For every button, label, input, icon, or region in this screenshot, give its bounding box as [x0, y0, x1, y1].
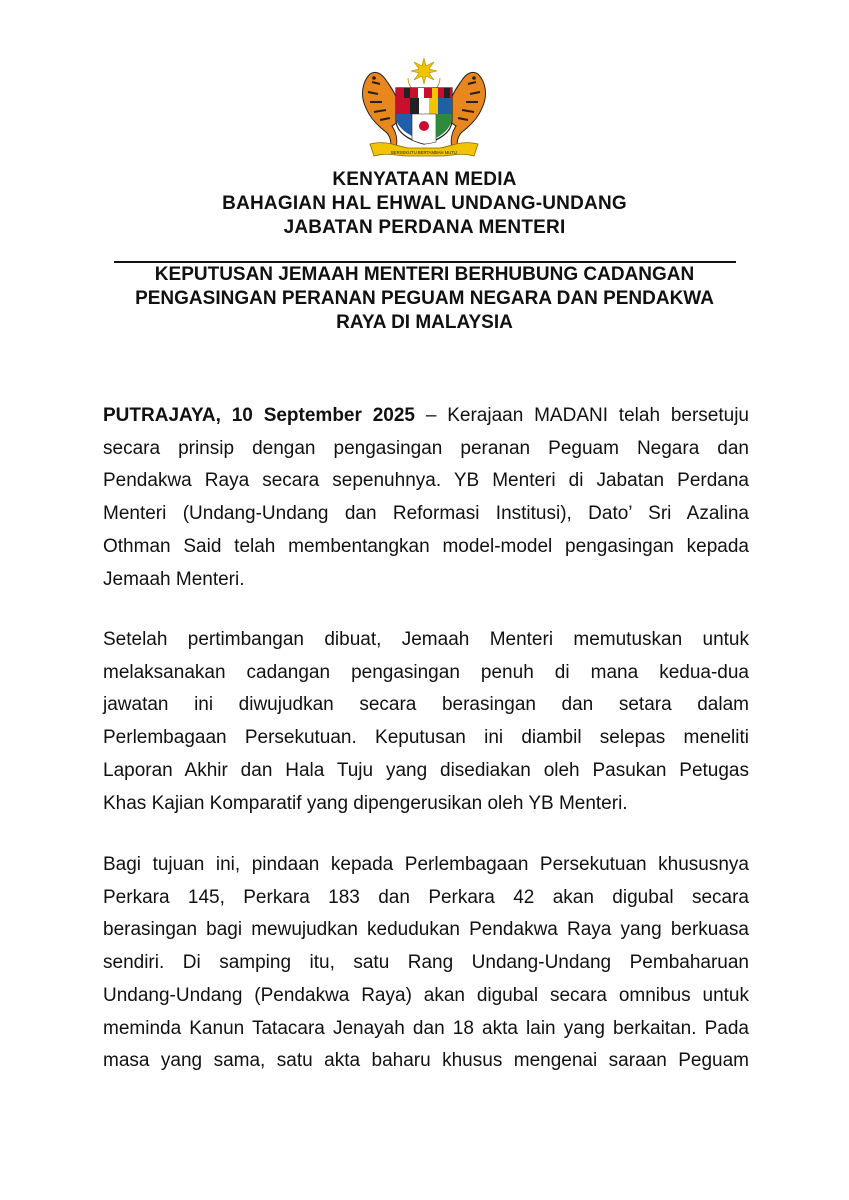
statement-title — [0, 263, 849, 335]
title-line-3: RAYA DI MALAYSIA — [336, 312, 513, 333]
paragraph-line: Pendakwa Raya secara sepenuhnya. YB Menteri di Jabatan Perdana — [103, 470, 749, 492]
paragraph-line: secara prinsip dengan pengasingan peranan Peguam Negara dan — [103, 437, 749, 459]
paragraph-line: jawatan ini diwujudkan secara berasingan dan setara dalam — [103, 694, 749, 716]
paragraph-line: Bagi tujuan ini, pindaan kepada Perlembagaan Persekutuan khususnya — [103, 854, 749, 875]
paragraph-line: sendiri. Di samping itu, satu Rang Undang-Undang Pembaharuan — [103, 952, 749, 974]
media-statement-header — [0, 168, 849, 240]
paragraph-text: – Kerajaan MADANI telah bersetuju — [415, 405, 749, 426]
paragraph-line: Othman Said telah membentangkan model-model pengasingan kepada — [103, 535, 749, 557]
paragraph-line: berasingan bagi mewujudkan kedudukan Pendakwa Raya yang berkuasa — [103, 919, 749, 941]
paragraph-line: Laporan Akhir dan Hala Tuju yang disediakan oleh Pasukan Petugas — [103, 759, 749, 781]
paragraph-2 — [103, 624, 749, 820]
paragraph-line: Menteri (Undang-Undang dan Reformasi Institusi), Dato’ Sri Azalina — [103, 503, 749, 525]
header-line-3: JABATAN PERDANA MENTERI — [283, 217, 566, 238]
paragraph-line: Khas Kajian Komparatif yang dipengerusikan oleh YB Menteri. — [103, 792, 628, 814]
paragraph-line: Perlembagaan Persekutuan. Keputusan ini diambil selepas meneliti — [103, 727, 749, 749]
coat-of-arms-logo — [356, 56, 492, 160]
crest-motto: BERSEKUTU BERTAMBAH MUTU — [391, 150, 457, 155]
paragraph-1 — [103, 400, 749, 596]
paragraph-line: Jemaah Menteri. — [103, 568, 245, 590]
paragraph-line: Setelah pertimbangan dibuat, Jemaah Menteri memutuskan untuk — [103, 629, 749, 650]
paragraph-3 — [103, 849, 749, 1078]
dateline: PUTRAJAYA, 10 September 2025 — [103, 405, 415, 426]
header-line-1: KENYATAAN MEDIA — [332, 169, 517, 190]
title-line-2: PENGASINGAN PERANAN PEGUAM NEGARA DAN PENDAKWA — [135, 288, 714, 309]
header-line-2: BAHAGIAN HAL EHWAL UNDANG-UNDANG — [222, 193, 627, 214]
coat-of-arms-icon — [356, 56, 492, 160]
title-line-1: KEPUTUSAN JEMAAH MENTERI BERHUBUNG CADANGAN — [154, 264, 695, 285]
paragraph-line: melaksanakan cadangan pengasingan penuh di mana kedua-dua — [103, 661, 749, 683]
paragraph-line: Perkara 145, Perkara 183 dan Perkara 42 akan digubal secara — [103, 886, 749, 908]
paragraph-line — [103, 400, 749, 433]
paragraph-line: masa yang sama, satu akta baharu khusus mengenai saraan Peguam — [103, 1050, 749, 1072]
paragraph-line: meminda Kanun Tatacara Jenayah dan 18 akta lain yang berkaitan. Pada — [103, 1017, 749, 1039]
paragraph-line: Undang-Undang (Pendakwa Raya) akan digubal secara omnibus untuk — [103, 984, 749, 1006]
